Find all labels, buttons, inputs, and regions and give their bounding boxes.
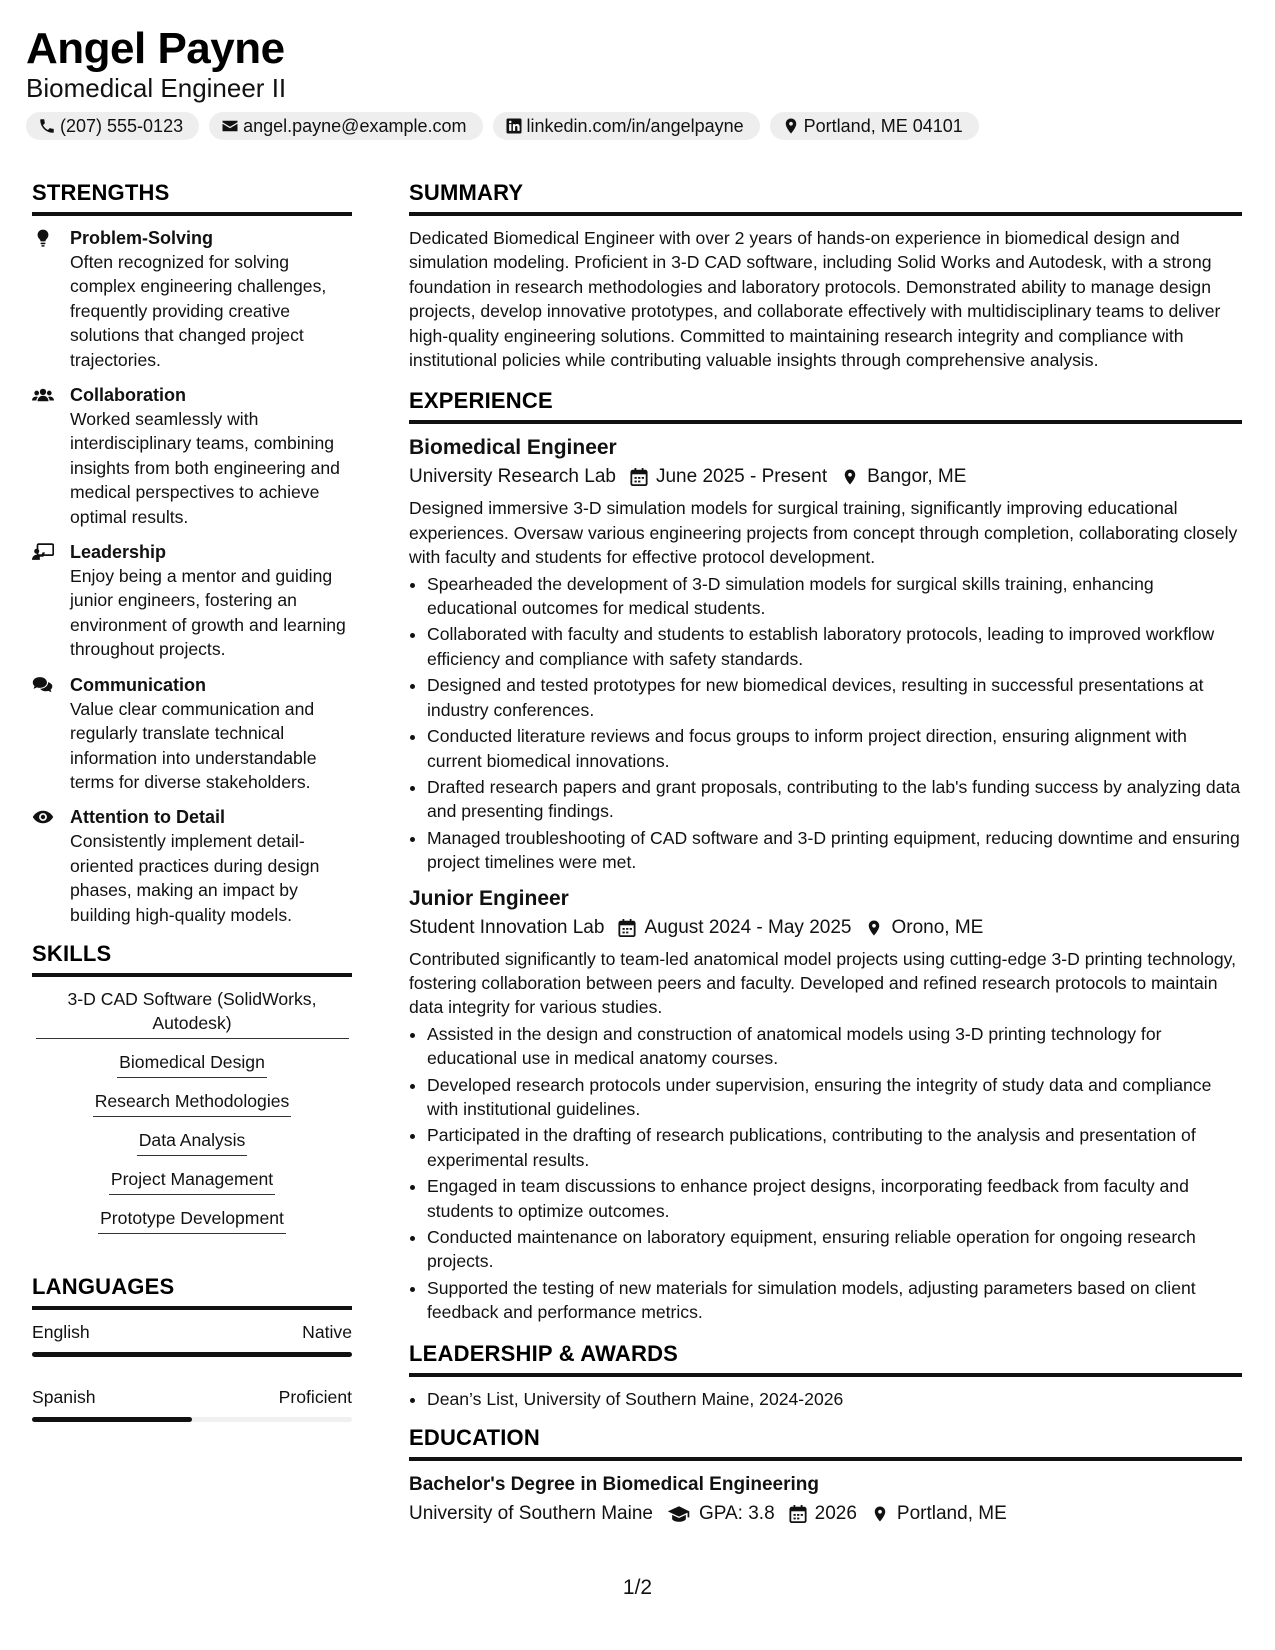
bullet-item: • Conducted maintenance on laboratory equipment, ensuring reliable operation for ongoing research projects.	[427, 1225, 1242, 1274]
awards-heading: LEADERSHIP & AWARDS	[409, 1341, 1242, 1377]
calendar-icon	[618, 918, 636, 938]
skill-item: Prototype Development	[32, 1206, 352, 1234]
resume-header	[26, 22, 1250, 140]
bullet-item: • Participated in the drafting of research publications, contributing to the analysis and presentation of experimental results.	[427, 1123, 1242, 1172]
email-chip[interactable]	[209, 112, 482, 140]
job-description: Designed immersive 3-D simulation models for surgical training, significantly improving educational experiences. Oversaw various engineering projects from concept through completion, collaborating closely with faculty and students for effective protocol development.	[409, 498, 1238, 568]
job-meta	[409, 462, 1242, 492]
language-proficiency-bar	[32, 1417, 352, 1422]
bullet-item: • Spearheaded the development of 3-D simulation models for surgical skills training, enhancing educational outcomes for medical students.	[427, 572, 1242, 621]
contact-bar	[26, 112, 1250, 140]
language-row	[32, 1320, 352, 1344]
phone-chip[interactable]	[26, 112, 199, 140]
strength-item	[32, 226, 352, 372]
job-dates: June 2025 - Present	[655, 466, 828, 488]
strength-title: Communication	[70, 674, 207, 695]
language-level: Native	[302, 1321, 352, 1342]
bullet-item: • Designed and tested prototypes for new biomedical devices, resulting in successful presentations at industry conferences.	[427, 673, 1242, 722]
location-chip	[770, 112, 979, 140]
job-bullets	[409, 1022, 1242, 1325]
candidate-name: Angel Payne	[26, 24, 285, 73]
lightbulb-icon	[32, 228, 54, 248]
job-bullets	[409, 572, 1242, 875]
gpa-text: GPA: 3.8	[698, 1503, 775, 1525]
graduation-cap-icon	[667, 1504, 691, 1524]
job-meta	[409, 913, 1242, 943]
bullet-item: • Developed research protocols under supervision, ensuring the integrity of study data and compliance with institutional guidelines.	[427, 1073, 1242, 1122]
job-org: University Research Lab	[409, 466, 616, 488]
strength-item	[32, 805, 352, 927]
bullet-item: • Drafted research papers and grant proposals, contributing to the lab's funding success by analyzing data and presenting findings.	[427, 775, 1242, 824]
strength-desc: Worked seamlessly with interdisciplinary teams, combining insights from both engineering and medical perspectives to achieve optimal results.	[70, 409, 340, 527]
job-role: Junior Engineer	[409, 886, 569, 910]
graduation-year: 2026	[814, 1503, 857, 1525]
bullet-item: • Engaged in team discussions to enhance project designs, incorporating feedback from faculty and students to optimize outcomes.	[427, 1174, 1242, 1223]
job-entry	[409, 434, 1242, 874]
job-title-heading: Biomedical Engineer II	[26, 73, 287, 103]
skill-item: Project Management	[32, 1167, 352, 1195]
language-name: Spanish	[32, 1386, 96, 1407]
strength-title: Attention to Detail	[70, 807, 225, 828]
strength-desc: Often recognized for solving complex engineering challenges, frequently providing creative solutions that changed project trajectories.	[70, 252, 327, 370]
awards-list	[409, 1387, 1242, 1411]
languages-heading: LANGUAGES	[32, 1274, 352, 1310]
languages-list	[32, 1320, 352, 1422]
strength-item	[32, 540, 352, 662]
summary-text: Dedicated Biomedical Engineer with over 2 years of hands-on experience in biomedical design and simulation modeling. Proficient in 3-D CAD software, including Solid Works and Autodesk, with a strong foundation in research methodologies and laboratory protocols. Demonstrated ability to manage design projects, develop innovative prototypes, and collaborate effectively with multidisciplinary teams to deliver high-quality engineering solutions. Committed to maintaining research integrity and compliance with institutional policies while contributing valuable insights through comprehensive analysis.	[409, 228, 1221, 371]
email-text: angel.payne@example.com	[243, 116, 467, 136]
job-role: Biomedical Engineer	[409, 436, 617, 460]
right-column	[409, 180, 1242, 1533]
language-level: Proficient	[278, 1386, 352, 1407]
skill-item: Research Methodologies	[32, 1089, 352, 1117]
page-number: 1/2	[622, 1576, 653, 1599]
strength-desc: Consistently implement detail-oriented practices during design phases, making an impact by building high-quality models.	[70, 831, 320, 925]
bullet-item: • Assisted in the design and construction of anatomical models using 3-D printing technology for educational use in medical anatomy courses.	[427, 1022, 1242, 1071]
phone-icon	[38, 117, 56, 135]
award-item: • Dean’s List, University of Southern Maine, 2024-2026	[427, 1387, 1242, 1411]
bullet-item: • Managed troubleshooting of CAD software and 3-D printing equipment, reducing downtime and ensuring project timelines were met.	[427, 826, 1242, 875]
job-org: Student Innovation Lab	[409, 916, 605, 938]
school-name: University of Southern Maine	[409, 1503, 653, 1525]
envelope-icon	[221, 117, 239, 135]
location-pin-icon	[871, 1504, 889, 1524]
skills-heading: SKILLS	[32, 941, 352, 977]
education-heading: EDUCATION	[409, 1425, 1242, 1461]
language-proficiency-bar	[32, 1352, 352, 1357]
education-meta	[409, 1499, 1242, 1529]
education-location: Portland, ME	[896, 1503, 1007, 1525]
strength-title: Collaboration	[70, 385, 186, 406]
job-description: Contributed significantly to team-led anatomical model projects using cutting-edge 3-D printing technology, fostering collaboration between peers and faculty. Developed and refined research protocols to maintain data integrity for various studies.	[409, 948, 1237, 1018]
strength-item	[32, 383, 352, 529]
calendar-icon	[630, 467, 648, 487]
job-location: Bangor, ME	[867, 466, 967, 488]
location-text: Portland, ME 04101	[803, 116, 963, 136]
skill-item: Biomedical Design	[32, 1050, 352, 1078]
eye-icon	[32, 807, 54, 827]
experience-heading: EXPERIENCE	[409, 388, 1242, 424]
job-entry	[409, 885, 1242, 1325]
strength-desc: Enjoy being a mentor and guiding junior engineers, fostering an environment of growth and learning throughout projects.	[70, 566, 346, 660]
linkedin-chip[interactable]	[493, 112, 760, 140]
strength-desc: Value clear communication and regularly translate technical information into understandable terms for diverse stakeholders.	[70, 698, 317, 792]
bullet-item: • Conducted literature reviews and focus groups to inform project direction, ensuring alignment with current biomedical innovations.	[427, 724, 1242, 773]
strength-item	[32, 673, 352, 795]
language-name: English	[32, 1321, 90, 1342]
language-row	[32, 1385, 352, 1409]
linkedin-text: linkedin.com/in/angelpayne	[526, 116, 744, 136]
chalkboard-teacher-icon	[32, 542, 54, 562]
bullet-item: • Supported the testing of new materials for simulation models, adjusting parameters based on client feedback and performance metrics.	[427, 1276, 1242, 1325]
location-pin-icon	[782, 117, 800, 135]
skill-item: 3-D CAD Software (SolidWorks, Autodesk)	[32, 987, 352, 1039]
strength-title: Leadership	[70, 542, 167, 563]
strengths-heading: STRENGTHS	[32, 180, 352, 216]
phone-text: (207) 555-0123	[60, 116, 184, 136]
location-pin-icon	[841, 467, 859, 487]
skills-list	[32, 987, 352, 1234]
comments-icon	[32, 675, 54, 695]
summary-heading: SUMMARY	[409, 180, 1242, 216]
education-entry	[409, 1471, 1242, 1529]
calendar-icon	[789, 1504, 807, 1524]
users-icon	[32, 385, 54, 405]
linkedin-icon	[505, 117, 523, 135]
job-location: Orono, ME	[891, 916, 984, 938]
strength-title: Problem-Solving	[70, 228, 214, 248]
bullet-item: • Collaborated with faculty and students to establish laboratory protocols, leading to improved workflow efficiency and compliance with safety standards.	[427, 622, 1242, 671]
job-dates: August 2024 - May 2025	[644, 916, 852, 938]
degree-title: Bachelor's Degree in Biomedical Engineering	[409, 1474, 819, 1496]
skill-item: Data Analysis	[32, 1128, 352, 1156]
location-pin-icon	[865, 918, 883, 938]
left-column	[32, 180, 352, 1450]
